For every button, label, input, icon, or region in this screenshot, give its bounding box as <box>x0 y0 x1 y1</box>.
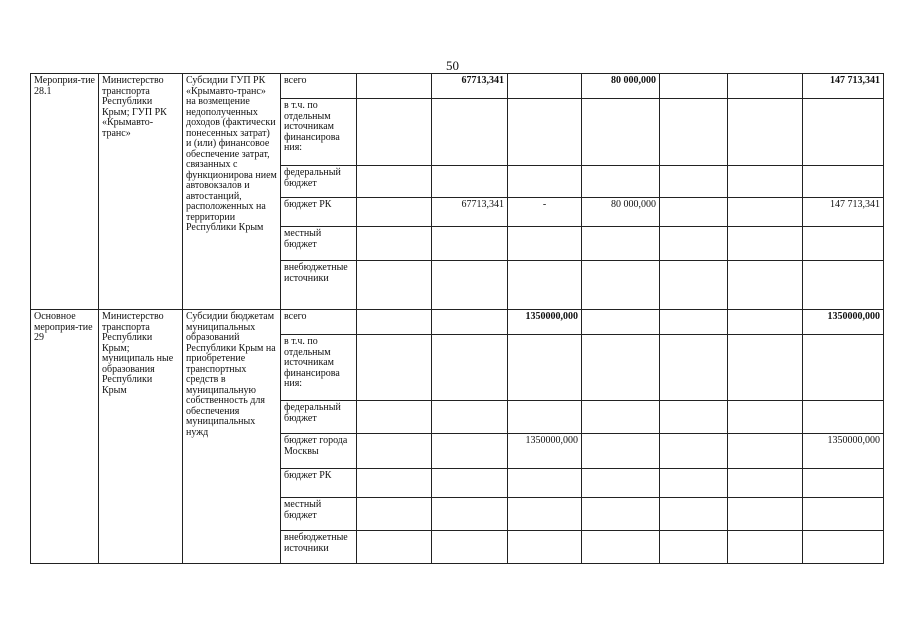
value-cell <box>728 99 803 166</box>
value-cell <box>357 166 432 198</box>
value-cell: 80 000,000 <box>582 74 660 99</box>
source-cell: в т.ч. по отдельным источникам финансирова ния: <box>281 335 357 401</box>
value-cell <box>728 531 803 564</box>
value-cell <box>582 310 660 335</box>
total-cell: 1350000,000 <box>803 310 884 335</box>
total-cell: 147 713,341 <box>803 74 884 99</box>
value-cell <box>432 310 508 335</box>
value-cell <box>660 469 728 498</box>
value-cell <box>357 198 432 227</box>
value-cell: 67713,341 <box>432 74 508 99</box>
value-cell: 1350000,000 <box>508 434 582 469</box>
value-cell <box>660 99 728 166</box>
value-cell <box>728 401 803 434</box>
executor-cell: Министерство транспорта Республики Крым; муниципаль ные образования Республики Крым <box>99 310 183 564</box>
value-cell <box>728 469 803 498</box>
value-cell <box>357 227 432 261</box>
value-cell <box>357 310 432 335</box>
value-cell <box>357 335 432 401</box>
value-cell <box>357 498 432 531</box>
description-cell: Субсидии бюджетам муниципальных образований Республики Крым на приобретение транспортных средств в муниципальную собственность для обеспечения муниципальных нужд <box>183 310 281 564</box>
value-cell <box>728 310 803 335</box>
value-cell <box>432 401 508 434</box>
total-cell <box>803 335 884 401</box>
value-cell <box>432 166 508 198</box>
source-cell: всего <box>281 310 357 335</box>
value-cell <box>357 99 432 166</box>
source-cell: федеральный бюджет <box>281 166 357 198</box>
value-cell <box>582 166 660 198</box>
value-cell <box>432 498 508 531</box>
value-cell: 67713,341 <box>432 198 508 227</box>
value-cell <box>728 166 803 198</box>
value-cell <box>728 74 803 99</box>
value-cell <box>432 335 508 401</box>
value-cell <box>728 335 803 401</box>
value-cell <box>432 434 508 469</box>
value-cell <box>357 261 432 310</box>
value-cell <box>728 434 803 469</box>
source-cell: местный бюджет <box>281 498 357 531</box>
value-cell <box>728 498 803 531</box>
value-cell <box>582 469 660 498</box>
value-cell <box>660 401 728 434</box>
value-cell <box>660 74 728 99</box>
table-row <box>31 310 884 335</box>
value-cell <box>582 261 660 310</box>
value-cell <box>582 531 660 564</box>
value-cell <box>660 261 728 310</box>
value-cell <box>357 434 432 469</box>
value-cell <box>582 434 660 469</box>
total-cell <box>803 401 884 434</box>
value-cell <box>660 198 728 227</box>
source-cell: федеральный бюджет <box>281 401 357 434</box>
value-cell: - <box>508 198 582 227</box>
value-cell <box>508 401 582 434</box>
value-cell: 80 000,000 <box>582 198 660 227</box>
source-cell: местный бюджет <box>281 227 357 261</box>
value-cell <box>508 335 582 401</box>
value-cell <box>432 99 508 166</box>
value-cell <box>432 469 508 498</box>
total-cell: 147 713,341 <box>803 198 884 227</box>
page-number: 50 <box>446 58 459 73</box>
value-cell <box>582 335 660 401</box>
value-cell <box>728 198 803 227</box>
total-cell <box>803 261 884 310</box>
value-cell <box>508 99 582 166</box>
value-cell <box>660 335 728 401</box>
total-cell <box>803 99 884 166</box>
value-cell <box>432 531 508 564</box>
value-cell <box>357 469 432 498</box>
total-cell: 1350000,000 <box>803 434 884 469</box>
value-cell <box>728 227 803 261</box>
value-cell <box>432 261 508 310</box>
value-cell <box>582 227 660 261</box>
source-cell: внебюджетные источники <box>281 531 357 564</box>
value-cell <box>582 498 660 531</box>
event-cell: Основное мероприя-тие 29 <box>31 310 99 564</box>
total-cell <box>803 227 884 261</box>
description-cell: Субсидии ГУП РК «Крымавто-транс» на возмещение недополученных доходов (фактически понесенных затрат) и (или) финансовое обеспечение затрат, связанных с функционирова нием автовокзалов и автостанций, расположенных на территории Республики Крым <box>183 74 281 310</box>
source-cell: бюджет РК <box>281 469 357 498</box>
value-cell <box>508 261 582 310</box>
event-cell: Мероприя-тие 28.1 <box>31 74 99 310</box>
value-cell <box>582 401 660 434</box>
value-cell <box>728 261 803 310</box>
value-cell <box>357 531 432 564</box>
executor-cell: Министерство транспорта Республики Крым; ГУП РК «Крымавто-транс» <box>99 74 183 310</box>
total-cell <box>803 531 884 564</box>
value-cell <box>508 227 582 261</box>
budget-table <box>30 73 884 564</box>
value-cell <box>582 99 660 166</box>
value-cell <box>357 401 432 434</box>
source-cell: в т.ч. по отдельным источникам финансирова ния: <box>281 99 357 166</box>
value-cell <box>660 166 728 198</box>
value-cell <box>508 469 582 498</box>
source-cell: внебюджетные источники <box>281 261 357 310</box>
value-cell <box>660 531 728 564</box>
value-cell <box>508 166 582 198</box>
total-cell <box>803 498 884 531</box>
value-cell <box>508 74 582 99</box>
total-cell <box>803 166 884 198</box>
value-cell <box>508 498 582 531</box>
value-cell <box>357 74 432 99</box>
value-cell <box>432 227 508 261</box>
value-cell <box>660 498 728 531</box>
value-cell <box>660 227 728 261</box>
source-cell: всего <box>281 74 357 99</box>
value-cell: 1350000,000 <box>508 310 582 335</box>
total-cell <box>803 469 884 498</box>
value-cell <box>660 434 728 469</box>
source-cell: бюджет города Москвы <box>281 434 357 469</box>
value-cell <box>660 310 728 335</box>
source-cell: бюджет РК <box>281 198 357 227</box>
table-row <box>31 74 884 99</box>
value-cell <box>508 531 582 564</box>
